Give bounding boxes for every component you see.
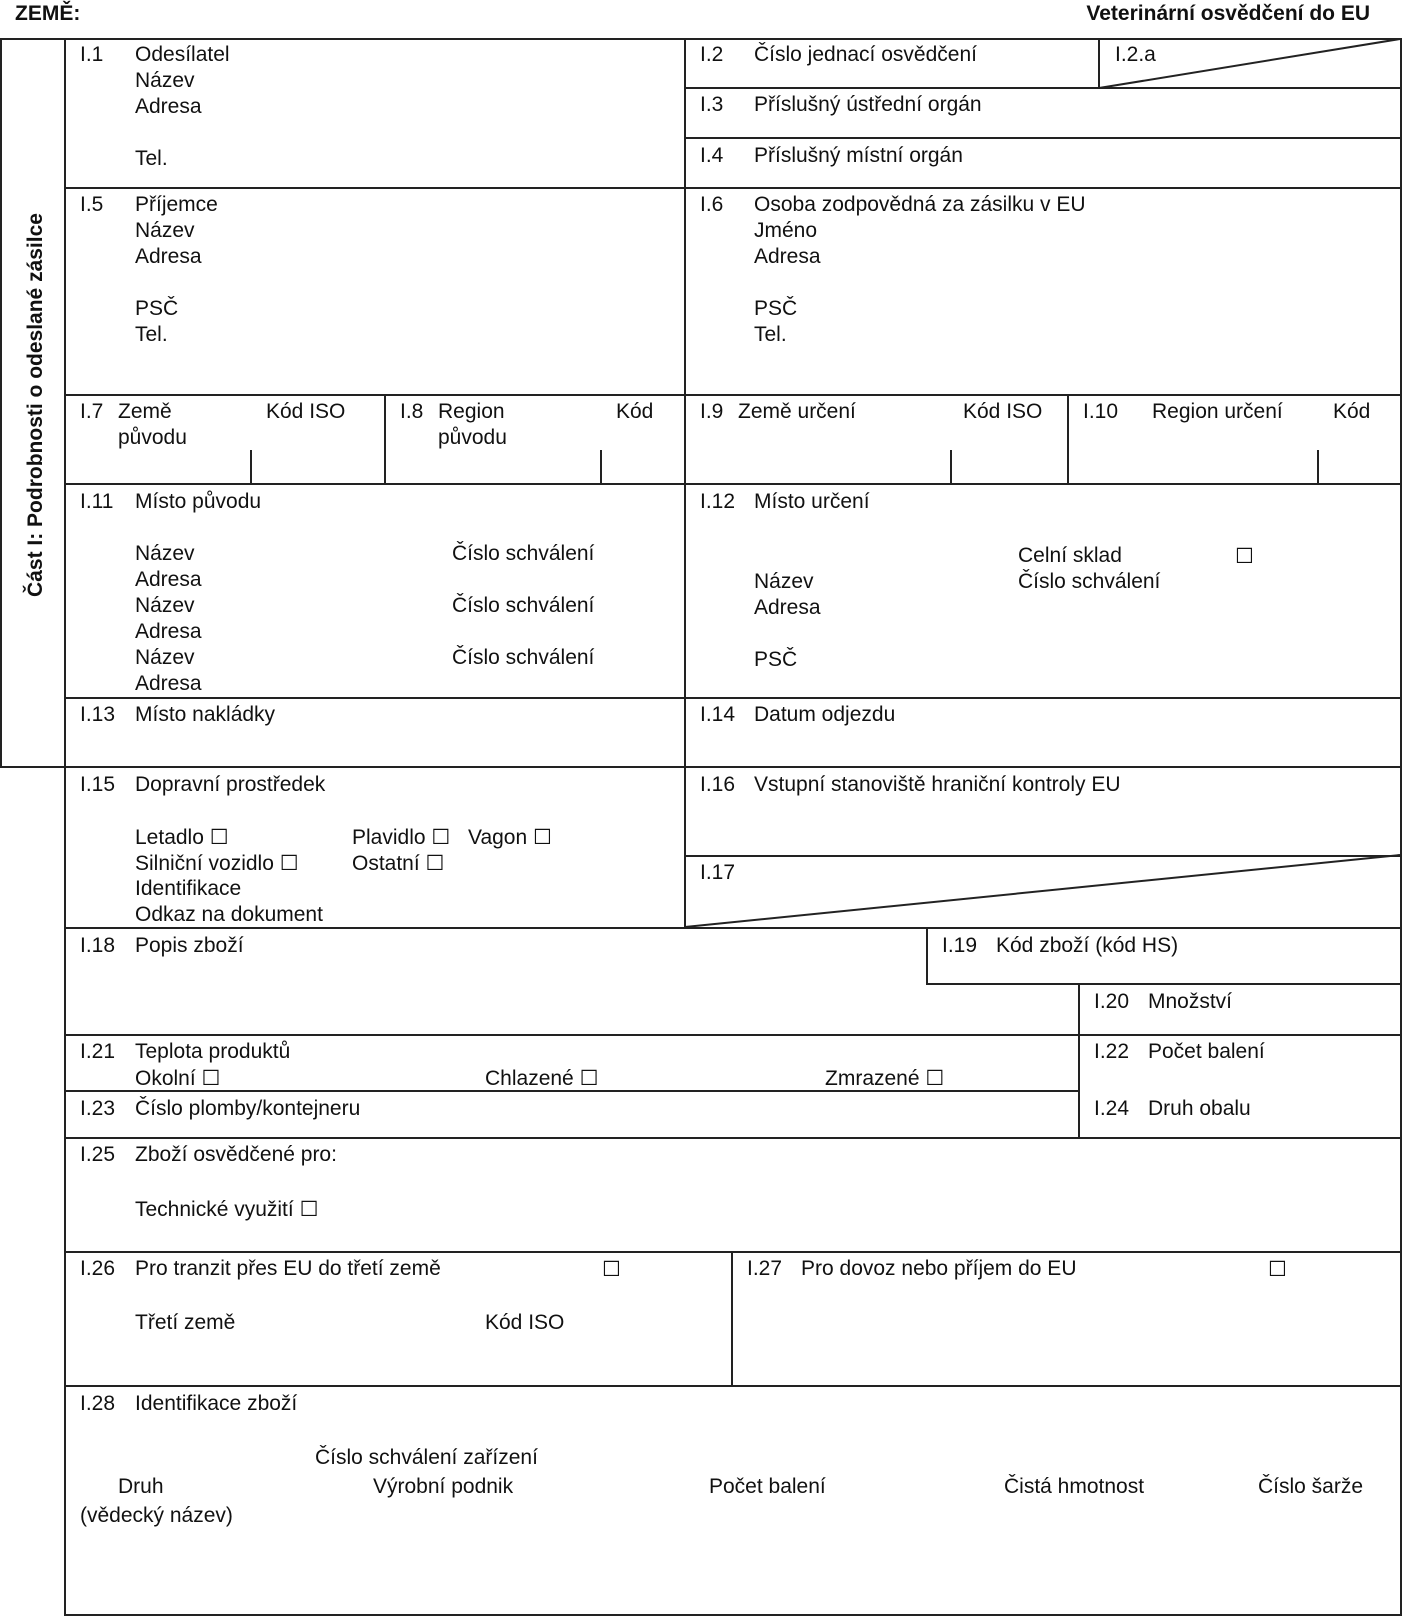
- i5-psc: PSČ: [135, 297, 179, 320]
- i24-code: I.24: [1094, 1097, 1130, 1120]
- i7-title: Země: [118, 400, 172, 423]
- i16-title: Vstupní stanoviště hraniční kontroly EU: [754, 773, 1121, 796]
- i11-title: Místo původu: [135, 490, 262, 513]
- i26-third-country: Třetí země: [135, 1311, 236, 1334]
- i28-approval-plant: Číslo schválení zařízení: [315, 1446, 538, 1469]
- i12-title: Místo určení: [754, 490, 870, 513]
- i18-title: Popis zboží: [135, 934, 244, 957]
- i27-code: I.27: [747, 1257, 783, 1280]
- i11-name-1: Název: [135, 542, 195, 565]
- airplane-checkbox[interactable]: ☐: [209, 825, 229, 849]
- temp-chilled-label: Chlazené ☐: [485, 1066, 599, 1090]
- wagon-checkbox[interactable]: ☐: [533, 825, 552, 849]
- temp-ambient-label: Okolní ☐: [135, 1066, 221, 1090]
- i18-code: I.18: [80, 934, 116, 957]
- i26-iso: Kód ISO: [485, 1311, 565, 1334]
- i5-tel: Tel.: [135, 323, 168, 346]
- i8-title: Region: [438, 400, 505, 423]
- i28-code: I.28: [80, 1392, 116, 1415]
- temp-frozen-label: Zmrazené ☐: [825, 1066, 945, 1090]
- road-vehicle-checkbox[interactable]: ☐: [279, 851, 299, 875]
- i9-iso: Kód ISO: [963, 400, 1043, 423]
- i1-name: Název: [135, 69, 195, 92]
- i6-psc: PSČ: [754, 297, 798, 320]
- i5-code: I.5: [80, 193, 104, 216]
- i14-code: I.14: [700, 703, 736, 726]
- i21-code: I.21: [80, 1040, 116, 1063]
- i12-customs: Celní sklad: [1018, 544, 1122, 567]
- i1-tel: Tel.: [135, 147, 168, 170]
- i12-address: Adresa: [754, 596, 821, 619]
- i25-title: Zboží osvědčené pro:: [135, 1143, 337, 1166]
- i2-code: I.2: [700, 43, 724, 66]
- i5-title: Příjemce: [135, 193, 218, 216]
- vessel-checkbox[interactable]: ☐: [431, 825, 451, 849]
- i11-address-3: Adresa: [135, 672, 202, 695]
- i20-title: Množství: [1148, 990, 1233, 1013]
- i6-address: Adresa: [754, 245, 821, 268]
- i28-plant: Výrobní podnik: [373, 1475, 514, 1498]
- other-transport-checkbox[interactable]: ☐: [425, 851, 445, 875]
- i12-name: Název: [754, 570, 814, 593]
- i23-title: Číslo plomby/kontejneru: [135, 1097, 361, 1120]
- i24-title: Druh obalu: [1148, 1097, 1251, 1120]
- i15-document-ref: Odkaz na dokument: [135, 903, 323, 926]
- i22-code: I.22: [1094, 1040, 1130, 1063]
- i9-code: I.9: [700, 400, 724, 423]
- i6-code: I.6: [700, 193, 724, 216]
- i10-kod: Kód: [1333, 400, 1371, 423]
- i11-approval-2: Číslo schválení: [452, 594, 595, 617]
- i11-address-1: Adresa: [135, 568, 202, 591]
- i27-title: Pro dovoz nebo příjem do EU: [801, 1257, 1077, 1280]
- i19-title: Kód zboží (kód HS): [996, 934, 1179, 957]
- i11-approval-3: Číslo schválení: [452, 646, 595, 669]
- i10-code: I.10: [1083, 400, 1119, 423]
- technical-use-checkbox[interactable]: ☐: [299, 1197, 319, 1221]
- i15-title: Dopravní prostředek: [135, 773, 326, 796]
- i1-address: Adresa: [135, 95, 202, 118]
- i25-code: I.25: [80, 1143, 116, 1166]
- customs-warehouse-checkbox[interactable]: ☐: [1235, 544, 1254, 568]
- i21-title: Teplota produktů: [135, 1040, 291, 1063]
- i5-name: Název: [135, 219, 195, 242]
- i7-code: I.7: [80, 400, 104, 423]
- i8-code: I.8: [400, 400, 424, 423]
- i7-title-2: původu: [118, 426, 187, 449]
- i28-packages: Počet balení: [709, 1475, 826, 1498]
- i20-code: I.20: [1094, 990, 1130, 1013]
- i9-title: Země určení: [738, 400, 856, 423]
- technical-use-label: Technické využití ☐: [135, 1197, 319, 1221]
- i14-title: Datum odjezdu: [754, 703, 896, 726]
- i6-title: Osoba zodpovědná za zásilku v EU: [754, 193, 1086, 216]
- i13-code: I.13: [80, 703, 116, 726]
- i19-code: I.19: [942, 934, 978, 957]
- i12-code: I.12: [700, 490, 736, 513]
- i15-code: I.15: [80, 773, 116, 796]
- i6-name: Jméno: [754, 219, 818, 242]
- i12-psc: PSČ: [754, 648, 798, 671]
- ambient-checkbox[interactable]: ☐: [201, 1066, 221, 1090]
- i8-title-2: původu: [438, 426, 507, 449]
- certificate-title: Veterinární osvědčení do EU: [1086, 2, 1370, 25]
- transport-vessel-label: Plavidlo ☐: [352, 825, 451, 849]
- part-one-label: Část I: Podrobnosti o odeslané zásilce: [24, 213, 47, 597]
- i22-title: Počet balení: [1148, 1040, 1265, 1063]
- i7-iso: Kód ISO: [266, 400, 346, 423]
- i11-address-2: Adresa: [135, 620, 202, 643]
- i2a-code: I.2.a: [1115, 43, 1156, 66]
- i3-code: I.3: [700, 93, 724, 116]
- i8-kod: Kód: [616, 400, 654, 423]
- i3-title: Příslušný ústřední orgán: [754, 93, 982, 116]
- i28-title: Identifikace zboží: [135, 1392, 298, 1415]
- i6-tel: Tel.: [754, 323, 787, 346]
- i4-code: I.4: [700, 144, 724, 167]
- chilled-checkbox[interactable]: ☐: [579, 1066, 599, 1090]
- i2-title: Číslo jednací osvědčení: [754, 43, 977, 66]
- i23-code: I.23: [80, 1097, 116, 1120]
- i1-title: Odesílatel: [135, 43, 230, 66]
- i28-batch: Číslo šarže: [1258, 1475, 1364, 1498]
- i11-code: I.11: [80, 490, 114, 513]
- i17-diagonal: [685, 855, 1400, 927]
- i5-address: Adresa: [135, 245, 202, 268]
- i26-title: Pro tranzit přes EU do třetí země: [135, 1257, 441, 1280]
- i28-scientific-name: (vědecký název): [80, 1504, 233, 1527]
- i11-name-3: Název: [135, 646, 195, 669]
- i16-code: I.16: [700, 773, 736, 796]
- country-label: ZEMĚ:: [15, 2, 81, 25]
- import-checkbox[interactable]: ☐: [1268, 1257, 1287, 1281]
- transport-road-label: Silniční vozidlo ☐: [135, 851, 299, 875]
- i11-approval-1: Číslo schválení: [452, 542, 595, 565]
- i13-title: Místo nakládky: [135, 703, 276, 726]
- i11-name-2: Název: [135, 594, 195, 617]
- i15-identification: Identifikace: [135, 877, 242, 900]
- i17-code: I.17: [700, 861, 736, 884]
- transport-wagon-label: Vagon ☐: [468, 825, 552, 849]
- i4-title: Příslušný místní orgán: [754, 144, 963, 167]
- i26-code: I.26: [80, 1257, 116, 1280]
- frozen-checkbox[interactable]: ☐: [925, 1066, 945, 1090]
- transport-airplane-label: Letadlo ☐: [135, 825, 229, 849]
- i12-approval: Číslo schválení: [1018, 570, 1161, 593]
- i28-net-weight: Čistá hmotnost: [1004, 1475, 1145, 1498]
- i28-species: Druh: [118, 1475, 164, 1498]
- transport-other-label: Ostatní ☐: [352, 851, 445, 875]
- i10-title: Region určení: [1152, 400, 1283, 423]
- i1-code: I.1: [80, 43, 104, 66]
- transit-checkbox[interactable]: ☐: [602, 1257, 621, 1281]
